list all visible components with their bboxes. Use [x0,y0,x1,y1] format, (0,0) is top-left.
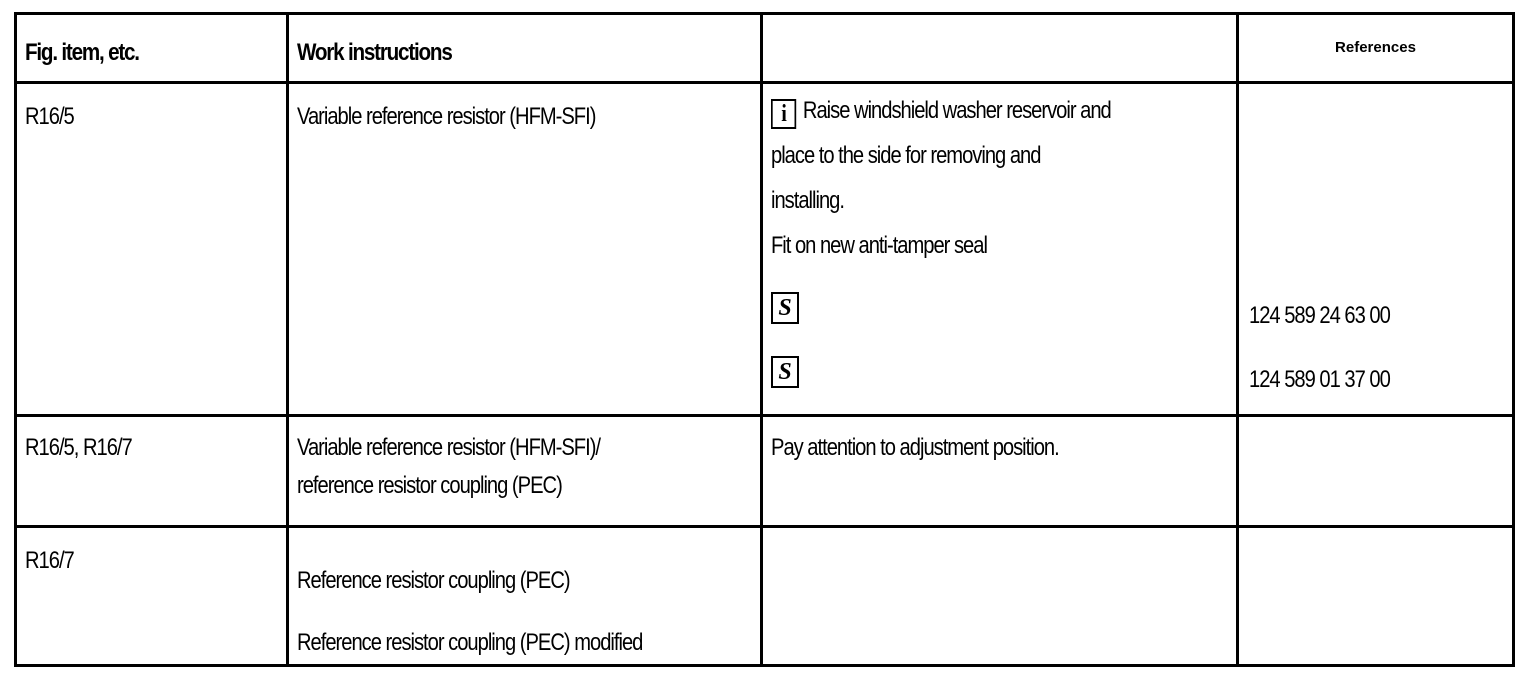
reference-number: 124 589 24 63 00 [1249,302,1390,329]
reference-cell [1238,83,1514,416]
table-row [16,527,1514,666]
note-line-text: Raise windshield washer reservoir and [802,97,1111,124]
instruction-table [14,12,1515,667]
instruction-cell [288,527,762,666]
note-block [771,88,1111,268]
special-tool-icon: S [771,356,799,388]
reference-cell [1238,416,1514,527]
table-row [16,416,1514,527]
instruction-line: Variable reference resistor (HFM-SFI)/ [297,434,601,461]
instruction-block [297,429,600,505]
note-cell [762,416,1238,527]
reference-number: 124 589 01 37 00 [1249,366,1390,393]
item-cell [16,527,288,666]
header-cell-fig-item [16,14,288,83]
header-cell-work-instructions [288,14,762,83]
item-cell [16,416,288,527]
item-label: R16/7 [25,547,74,574]
header-references: References [1335,39,1416,56]
instruction-line: Reference resistor coupling (PEC) modified [297,629,643,656]
header-cell-notes [762,14,1238,83]
info-icon: i [771,99,796,129]
reference-cell [1238,527,1514,666]
instruction-text: Variable reference resistor (HFM-SFI) [297,103,596,130]
instruction-block [297,550,642,674]
instruction-cell [288,83,762,416]
note-cell [762,83,1238,416]
table-row [16,83,1514,416]
note-cell [762,527,1238,666]
header-cell-references [1238,14,1514,83]
note-line: Fit on new anti-tamper seal [771,232,987,259]
header-work-instructions: Work instructions [297,39,452,66]
instruction-cell [288,416,762,527]
instruction-line: Reference resistor coupling (PEC) [297,567,570,594]
item-label: R16/5 [25,103,74,130]
note-line: installing. [771,187,844,214]
note-line [771,88,1111,133]
instruction-table-page [14,12,1512,664]
note-line: place to the side for removing and [771,142,1041,169]
note-text: Pay attention to adjustment position. [771,434,1059,461]
item-cell [16,83,288,416]
item-label: R16/5, R16/7 [25,434,132,461]
special-tool-icon: S [771,292,799,324]
table-header-row [16,14,1514,83]
header-fig-item: Fig. item, etc. [25,39,139,66]
instruction-line: reference resistor coupling (PEC) [297,472,562,499]
